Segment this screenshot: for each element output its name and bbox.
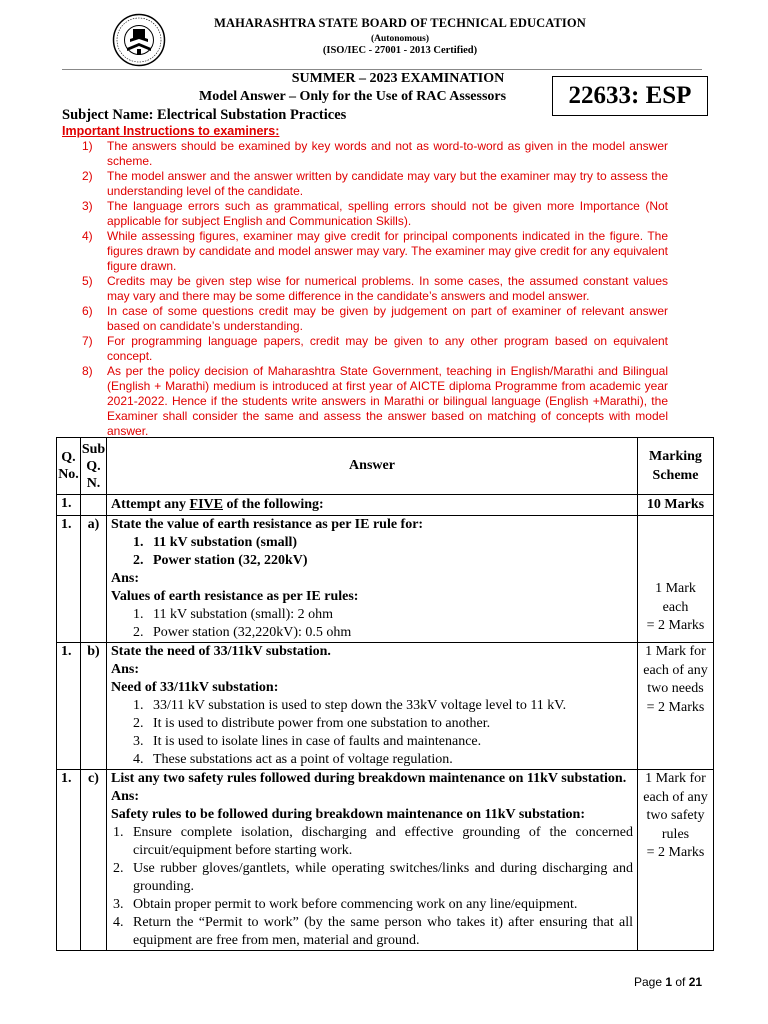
list-item: 4. These substations act as a point of voltage regulation. <box>133 752 453 767</box>
answer-items <box>111 697 633 769</box>
table-row <box>57 770 714 951</box>
question-items <box>111 534 633 570</box>
autonomous-label: (Autonomous) <box>370 34 430 44</box>
list-item: 2. Use rubber gloves/gantlets, while operating switches/links and during discharging and grounding. <box>113 861 633 894</box>
answer-cell <box>107 516 638 643</box>
instruction-item <box>62 274 668 304</box>
instruction-number: 1) <box>82 139 93 153</box>
col-header-subq: Sub Q. N. <box>81 438 107 495</box>
instruction-text: For programming language papers, credit may be given to any other program based on equivalent concept. <box>107 334 668 363</box>
page-number: Page 1 of 21 <box>634 975 703 989</box>
instruction-number: 4) <box>82 229 93 243</box>
row-qno: 1. <box>57 495 81 516</box>
answer-cell <box>107 643 638 770</box>
answer-heading: Values of earth resistance as per IE rules: <box>111 589 359 604</box>
list-item: 2. It is used to distribute power from one substation to another. <box>133 716 491 731</box>
instructions-list <box>62 139 668 439</box>
instruction-text: Credits may be given step wise for numerical problems. In some cases, the assumed constant values may vary and there may be some difference in the candidate’s answers and model answer. <box>107 274 668 303</box>
list-item: 1. 11 kV substation (small): 2 ohm <box>133 607 334 622</box>
instruction-item <box>62 139 668 169</box>
question-text: List any two safety rules followed during breakdown maintenance on 11kV substation. <box>111 771 627 786</box>
instruction-item <box>62 334 668 364</box>
ans-label: Ans: <box>111 789 140 804</box>
instruction-number: 5) <box>82 274 93 288</box>
row-qno: 1. <box>57 643 81 770</box>
page-header <box>0 0 768 70</box>
answer-items <box>111 824 633 950</box>
instruction-number: 6) <box>82 304 93 318</box>
list-item: 3. Obtain proper permit to work before commencing work on any line/equipment. <box>113 897 578 912</box>
row-subq: c) <box>81 770 107 951</box>
exam-title: SUMMER – 2023 EXAMINATION <box>291 71 505 86</box>
list-item: 2. Power station (32,220kV): 0.5 ohm <box>133 625 352 640</box>
list-item: 1. 11 kV substation (small) <box>133 535 298 550</box>
instruction-text: The model answer and the answer written by candidate may vary but the examiner may try to assess the understanding level of the candidate. <box>107 169 668 198</box>
col-header-qno: Q. No. <box>57 438 81 495</box>
table-header-row <box>57 438 714 495</box>
subject-code-box: 22633: ESP <box>552 76 708 116</box>
instruction-number: 7) <box>82 334 93 348</box>
instruction-item <box>62 199 668 229</box>
list-item: 4. Return the “Permit to work” (by the same person who takes it) after ensuring that all equipment are free from men, material and ground. <box>113 915 633 948</box>
col-header-answer: Answer <box>107 438 638 495</box>
instruction-text: The language errors such as grammatical, spelling errors should not be given more Importance (Not applicable for subject English and Communication Skills). <box>107 199 668 228</box>
instruction-item <box>62 364 668 439</box>
instruction-text: As per the policy decision of Maharashtra State Government, teaching in English/Marathi and Bilingual (English + Marathi) medium is introduced at first year of AICTE diploma Programme from academic year 2021-2022. Hence if the students write answers in Marathi or bilingual language (English +Marathi), the Examiner shall consider the same and assess the answer based on matching of concepts with model answer. <box>107 364 668 438</box>
answer-items <box>111 606 633 642</box>
instruction-item <box>62 229 668 274</box>
instruction-text: The answers should be examined by key words and not as word-to-word as given in the model answer scheme. <box>107 139 668 168</box>
instruction-number: 8) <box>82 364 93 378</box>
question-text: State the need of 33/11kV substation. <box>111 644 331 659</box>
row-marks: 1 Mark for each of any two needs = 2 Marks <box>638 643 714 770</box>
instruction-item <box>62 169 668 199</box>
list-item: 1. 33/11 kV substation is used to step down the 33kV voltage level to 11 kV. <box>133 698 567 713</box>
table-row <box>57 516 714 643</box>
board-name: MAHARASHTRA STATE BOARD OF TECHNICAL EDUCATION <box>214 16 586 30</box>
ans-label: Ans: <box>111 571 140 586</box>
answer-cell <box>107 770 638 951</box>
row-qno: 1. <box>57 770 81 951</box>
header-divider <box>62 69 702 70</box>
table-row <box>57 495 714 516</box>
table-row <box>57 643 714 770</box>
board-heading <box>175 16 625 56</box>
ans-label: Ans: <box>111 662 140 677</box>
question-text: State the value of earth resistance as per IE rule for: <box>111 517 424 532</box>
instruction-number: 2) <box>82 169 93 183</box>
list-item: 3. It is used to isolate lines in case of faults and maintenance. <box>133 734 482 749</box>
iso-certification: (ISO/IEC - 27001 - 2013 Certified) <box>322 45 478 56</box>
instructions-title: Important Instructions to examiners: <box>62 124 280 138</box>
answer-table <box>56 437 714 951</box>
instruction-number: 3) <box>82 199 93 213</box>
question-text: Attempt any FIVE of the following: <box>107 495 638 516</box>
row-marks: 1 Mark for each of any two safety rules = 2 Marks <box>638 770 714 951</box>
list-item: 1. Ensure complete isolation, discharging and effective grounding of the concerned circuit/equipment before starting work. <box>113 825 633 858</box>
answer-heading: Safety rules to be followed during breakdown maintenance on 11kV substation: <box>111 807 585 822</box>
row-subq <box>81 495 107 516</box>
model-answer-note: Model Answer – Only for the Use of RAC Assessors <box>199 89 507 104</box>
row-qno: 1. <box>57 516 81 643</box>
list-item: 2. Power station (32, 220kV) <box>133 553 308 568</box>
instruction-item <box>62 304 668 334</box>
answer-heading: Need of 33/11kV substation: <box>111 680 279 695</box>
col-header-marks: Marking Scheme <box>638 438 714 495</box>
row-marks: 10 Marks <box>638 495 714 516</box>
instruction-text: In case of some questions credit may be given by judgement on part of examiner of relevant answer based on candidate’s understanding. <box>107 304 668 333</box>
five-emphasis: FIVE <box>189 497 223 512</box>
subject-name: Subject Name: Electrical Substation Practices <box>62 107 347 123</box>
row-subq: b) <box>81 643 107 770</box>
row-marks: 1 Mark each = 2 Marks <box>638 516 714 643</box>
msbte-logo-icon <box>112 13 166 67</box>
instruction-text: While assessing figures, examiner may give credit for principal components indicated in the figure. The figures drawn by candidate and model answer may vary. The examiner may give credit for any equivalent figure drawn. <box>107 229 668 273</box>
row-subq: a) <box>81 516 107 643</box>
